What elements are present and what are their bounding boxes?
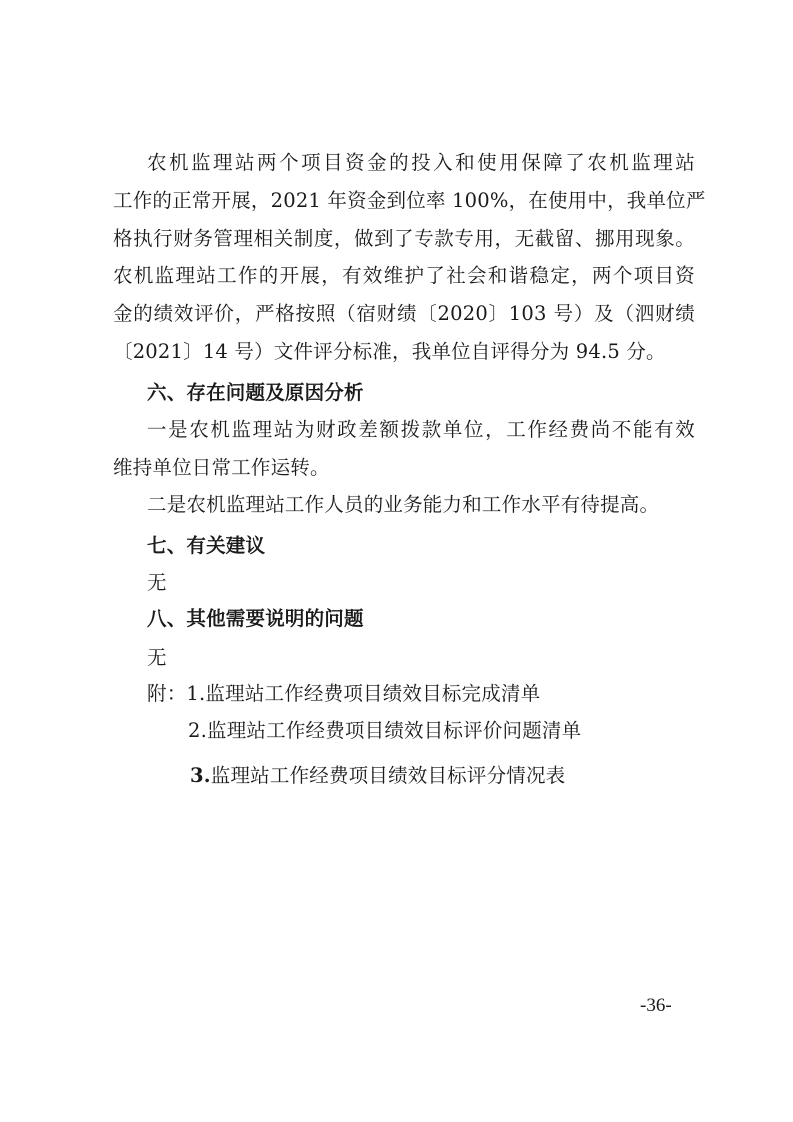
attachment-row-2 xyxy=(188,718,708,744)
attachment-row-1 xyxy=(147,681,707,707)
attachment-title: 监理站工作经费项目绩效目标完成清单 xyxy=(205,682,541,705)
paragraph-line: 金的绩效评价，严格按照（宿财绩〔2020〕103 号）及（泗财绩 xyxy=(113,302,695,325)
section-content: 无 xyxy=(147,571,167,594)
section-content: 无 xyxy=(147,646,167,669)
paragraph-line: 农机监理站两个项目资金的投入和使用保障了农机监理站 xyxy=(147,151,695,174)
paragraph-line: 农机监理站工作的开展，有效维护了社会和谐稳定，两个项目资 xyxy=(113,264,695,287)
attachment-title: 监理站工作经费项目绩效目标评价问题清单 xyxy=(207,719,582,742)
attachment-title: 监理站工作经费项目绩效目标评分情况表 xyxy=(210,764,566,787)
section-heading-suggestions: 七、有关建议 xyxy=(147,534,266,557)
attachment-label: 附： xyxy=(147,682,187,705)
page-number: -36- xyxy=(640,995,672,1016)
attachment-number: 1. xyxy=(186,682,206,705)
paragraph-line: 一是农机监理站为财政差额拨款单位，工作经费尚不能有效 xyxy=(147,418,695,441)
section-heading-problems: 六、存在问题及原因分析 xyxy=(147,381,364,404)
paragraph-line: 工作的正常开展，2021 年资金到位率 100%，在使用中，我单位严 xyxy=(113,189,706,212)
paragraph-line: 维持单位日常工作运转。 xyxy=(113,456,330,479)
attachment-number: 3. xyxy=(190,764,211,787)
paragraph-line: 格执行财务管理相关制度，做到了专款专用，无截留、挪用现象。 xyxy=(113,227,695,250)
section-heading-other-issues: 八、其他需要说明的问题 xyxy=(147,607,364,630)
paragraph-line: 二是农机监理站工作人员的业务能力和工作水平有待提高。 xyxy=(147,493,660,516)
attachment-row-3 xyxy=(190,763,710,789)
attachment-number: 2. xyxy=(188,719,208,742)
paragraph-line: 〔2021〕14 号）文件评分标准，我单位自评得分为 94.5 分。 xyxy=(113,340,666,363)
